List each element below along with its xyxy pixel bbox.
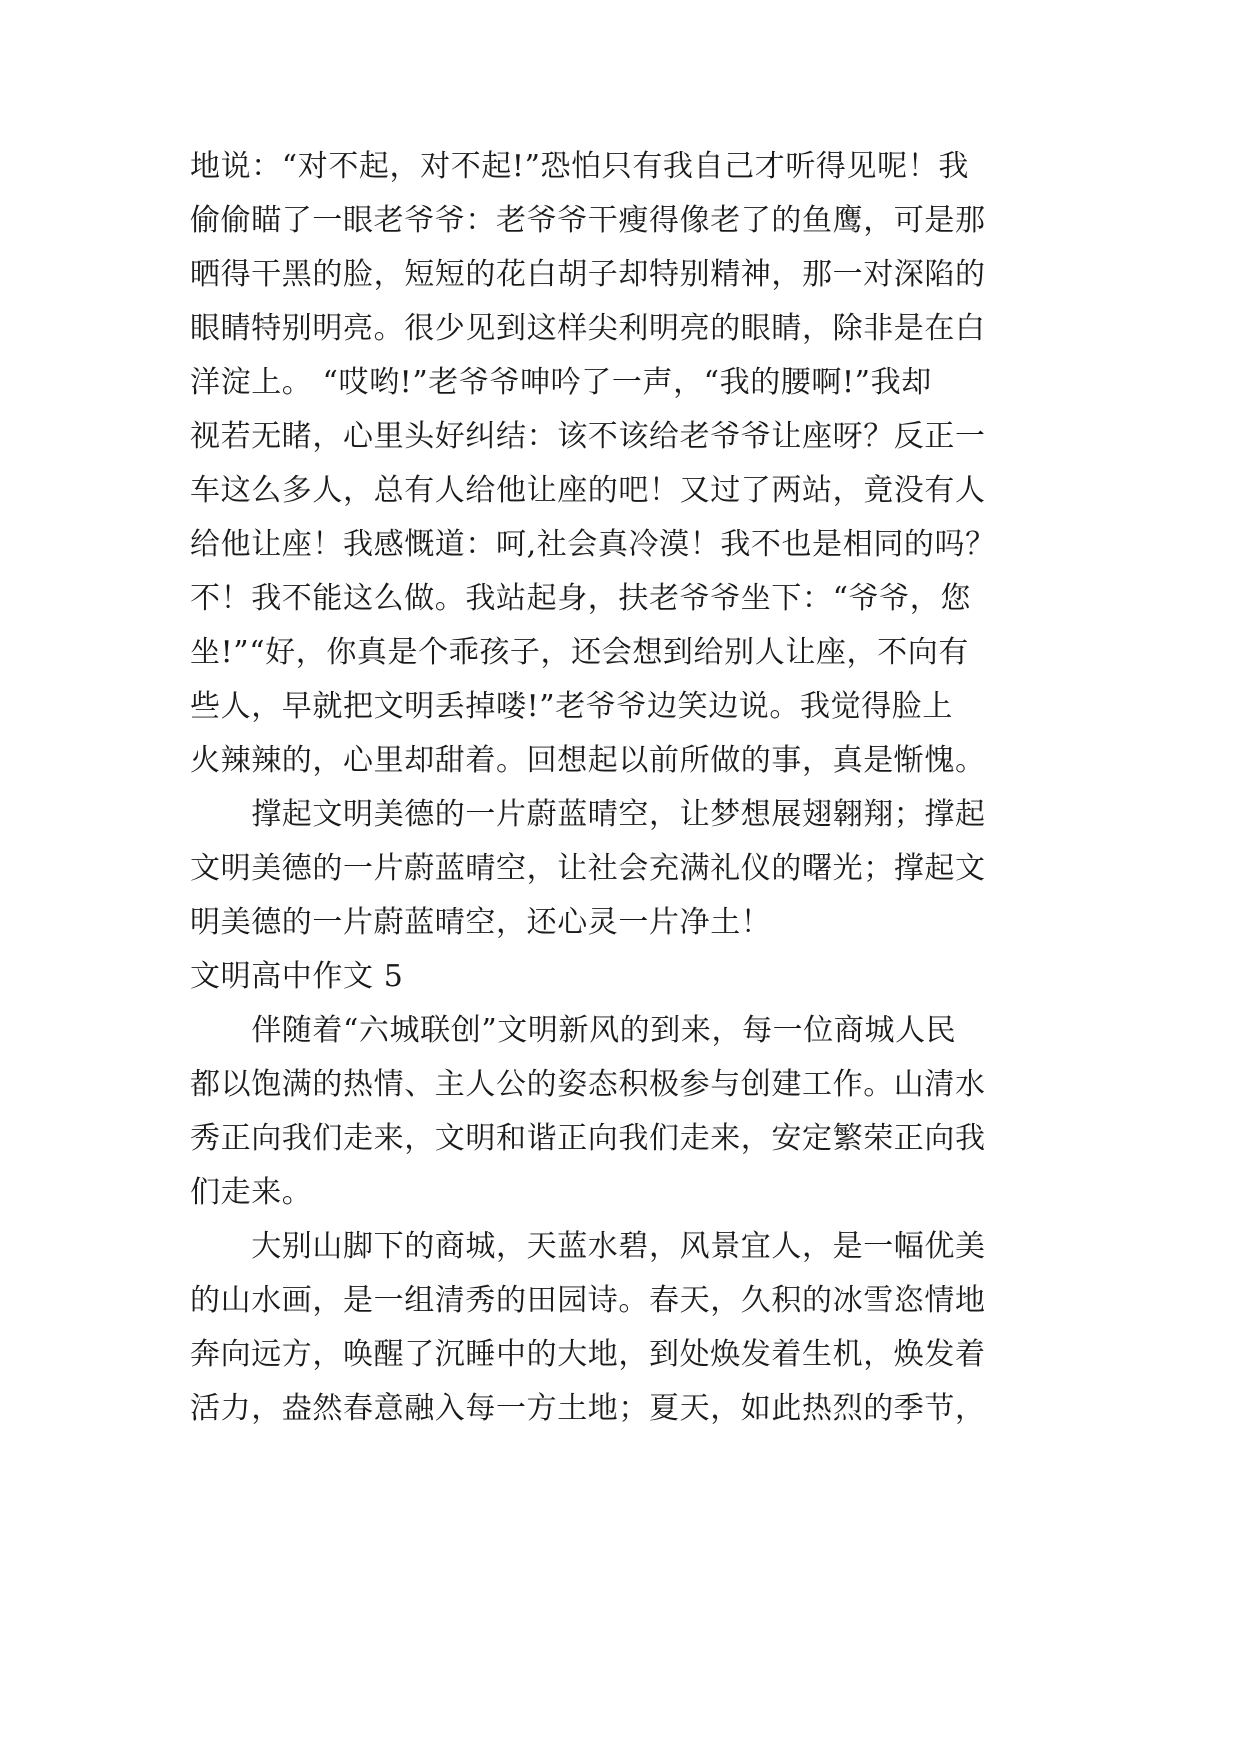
text-line: 洋淀上。 “哎哟!”老爷爷呻吟了一声，“我的腰啊!”我却: [190, 365, 932, 400]
text-line: 些人，早就把文明丢掉喽!”老爷爷边笑边说。我觉得脸上: [190, 689, 953, 724]
text-line: 都以饱满的热情、主人公的姿态积极参与创建工作。山清水: [190, 1067, 986, 1102]
text-line: 晒得干黑的脸，短短的花白胡子却特别精神，那一对深陷的: [190, 257, 986, 292]
section-heading: 文明高中作文 5: [190, 959, 404, 994]
text-line: 活力，盎然春意融入每一方土地；夏天，如此热烈的季节，: [190, 1391, 986, 1426]
text-line: 们走来。: [190, 1175, 313, 1210]
text-line: 明美德的一片蔚蓝晴空，还心灵一片净土！: [190, 905, 772, 940]
paragraph-first-line: 大别山脚下的商城，天蓝水碧，风景宜人，是一幅优美: [190, 1229, 986, 1264]
text-line: 眼睛特别明亮。很少见到这样尖利明亮的眼睛，除非是在白: [190, 311, 986, 346]
text-line: 秀正向我们走来，文明和谐正向我们走来，安定繁荣正向我: [190, 1121, 986, 1156]
paragraph-first-line: 伴随着“六城联创”文明新风的到来，每一位商城人民: [190, 1013, 957, 1048]
text-line: 奔向远方，唤醒了沉睡中的大地，到处焕发着生机，焕发着: [190, 1337, 986, 1372]
text-line: 给他让座！我感慨道：呵,社会真冷漠！我不也是相同的吗？: [190, 527, 996, 562]
text-line: 视若无睹，心里头好纠结：该不该给老爷爷让座呀？反正一: [190, 419, 986, 454]
text-line: 地说：“对不起，对不起!”恐怕只有我自己才听得见呢！我: [190, 149, 969, 184]
text-line: 不！我不能这么做。我站起身，扶老爷爷坐下：“爷爷，您: [190, 581, 971, 616]
text-line: 火辣辣的，心里却甜着。回想起以前所做的事，真是惭愧。: [190, 743, 986, 778]
paragraph-first-line: 撑起文明美德的一片蔚蓝晴空，让梦想展翅翱翔；撑起: [190, 797, 986, 832]
text-line: 坐!”“好，你真是个乖孩子，还会想到给别人让座，不向有: [190, 635, 969, 670]
text-line: 文明美德的一片蔚蓝晴空，让社会充满礼仪的曙光；撑起文: [190, 851, 986, 886]
text-line: 偷偷瞄了一眼老爷爷：老爷爷干瘦得像老了的鱼鹰，可是那: [190, 203, 986, 238]
text-line: 的山水画，是一组清秀的田园诗。春天，久积的冰雪恣情地: [190, 1283, 986, 1318]
text-line: 车这么多人，总有人给他让座的吧！又过了两站，竟没有人: [190, 473, 986, 508]
